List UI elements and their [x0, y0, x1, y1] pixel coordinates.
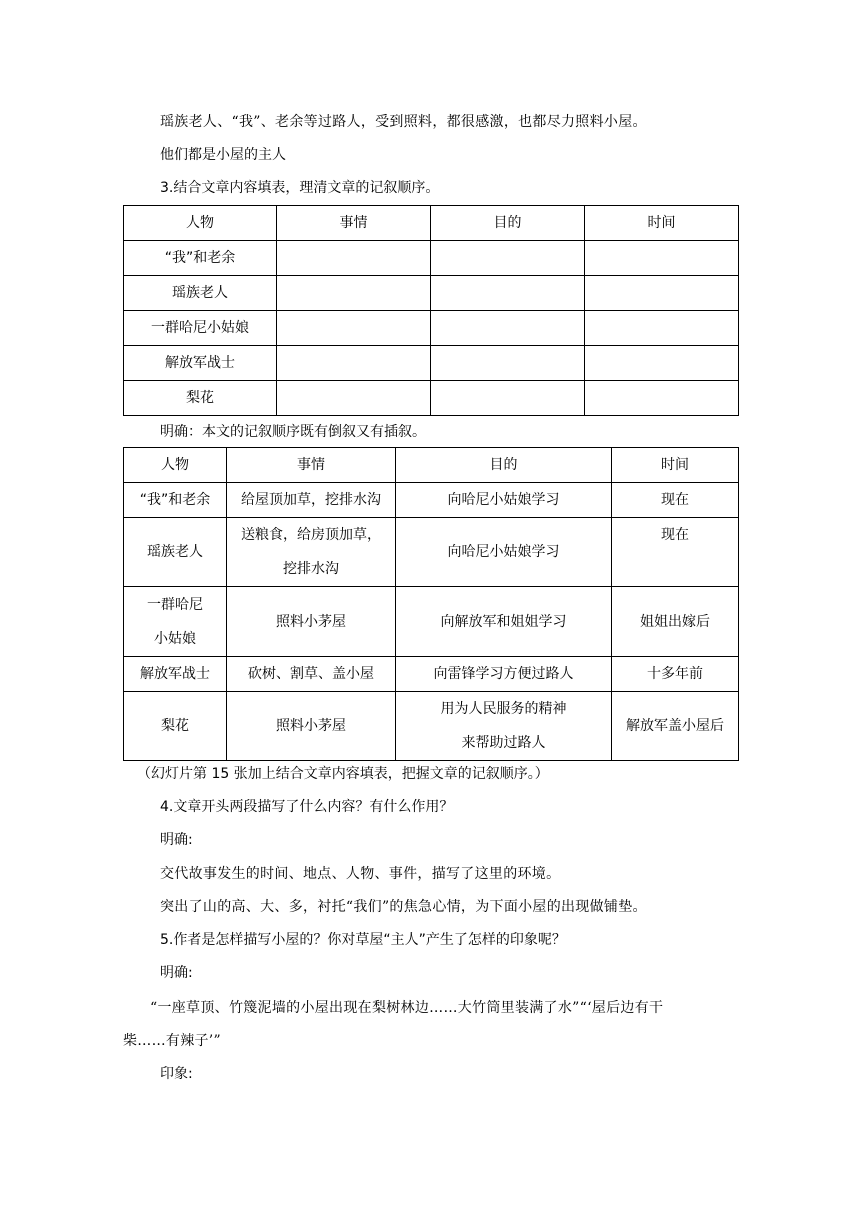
purpose-cell[interactable]: [431, 276, 585, 311]
event-cell[interactable]: [277, 241, 431, 276]
table-header-row: [124, 206, 739, 241]
time-cell[interactable]: [585, 276, 739, 311]
header-cell: 事情: [277, 206, 431, 241]
table-row: [124, 276, 739, 311]
purpose-cell[interactable]: [431, 346, 585, 381]
time-cell[interactable]: [585, 346, 739, 381]
answer-4-line-1: 交代故事发生的时间、地点、人物、事件，描写了这里的环境。: [160, 866, 561, 882]
person-cell: 解放军战士: [124, 346, 277, 381]
person-cell: 梨花: [124, 381, 277, 416]
event-cell: [227, 518, 396, 587]
event-cell[interactable]: [277, 276, 431, 311]
person-cell: 瑶族老人: [124, 276, 277, 311]
header-cell: 人物: [124, 206, 277, 241]
purpose-cell: 向哈尼小姑娘学习: [396, 518, 612, 587]
person-cell: 解放军战士: [124, 657, 227, 692]
event-line: 送粮食，给房顶加草，: [241, 527, 381, 543]
question-3: 3.结合文章内容填表，理清文章的记叙顺序。: [160, 180, 440, 196]
paragraph-2: 他们都是小屋的主人: [160, 147, 286, 163]
header-cell: 时间: [612, 448, 739, 483]
time-cell: 解放军盖小屋后: [612, 692, 739, 761]
table-answers: [123, 447, 739, 761]
person-line: 一群哈尼: [147, 596, 203, 613]
time-cell: 十多年前: [612, 657, 739, 692]
answer-label-4: 明确:: [160, 832, 193, 848]
purpose-cell: 向解放军和姐姐学习: [396, 587, 612, 657]
purpose-cell[interactable]: [431, 311, 585, 346]
header-cell: 时间: [585, 206, 739, 241]
slide-note: （幻灯片第 15 张加上结合文章内容填表，把握文章的记叙顺序。）: [137, 766, 549, 782]
time-cell: 现在: [612, 483, 739, 518]
time-cell[interactable]: [585, 311, 739, 346]
purpose-line: 来帮助过路人: [461, 735, 546, 751]
table-row: [124, 657, 739, 692]
event-cell[interactable]: [277, 311, 431, 346]
event-cell[interactable]: [277, 381, 431, 416]
event-cell: 砍树、割草、盖小屋: [227, 657, 396, 692]
table-row: [124, 241, 739, 276]
paragraph-1: 瑶族老人、“我”、老余等过路人，受到照料，都很感激，也都尽力照料小屋。: [160, 114, 647, 130]
event-cell: 照料小茅屋: [227, 692, 396, 761]
person-cell: “我”和老余: [124, 241, 277, 276]
table-row: [124, 346, 739, 381]
answer-label-5: 明确:: [160, 965, 193, 981]
time-cell[interactable]: [585, 241, 739, 276]
impression-label: 印象:: [160, 1066, 193, 1082]
header-cell: 人物: [124, 448, 227, 483]
table-header-row: [124, 448, 739, 483]
purpose-cell[interactable]: [431, 381, 585, 416]
answer-5-line-2: 柴……有辣子’”: [123, 1033, 222, 1049]
table-row: [124, 518, 739, 587]
time-cell[interactable]: [585, 381, 739, 416]
person-cell: 梨花: [124, 692, 227, 761]
table-blank: [123, 205, 739, 416]
table-row: [124, 311, 739, 346]
event-line: 挖排水沟: [283, 561, 339, 577]
answer-5-line-1: “一座草顶、竹篾泥墙的小屋出现在梨树林边……大竹筒里装满了水”“‘屋后边有干: [150, 1000, 664, 1016]
purpose-cell: [396, 692, 612, 761]
event-cell: 给屋顶加草，挖排水沟: [227, 483, 396, 518]
purpose-cell[interactable]: [431, 241, 585, 276]
question-4: 4.文章开头两段描写了什么内容？有什么作用？: [160, 799, 454, 815]
question-5: 5.作者是怎样描写小屋的？你对草屋“主人”产生了怎样的印象呢？: [160, 932, 566, 948]
person-line: 小姑娘: [154, 630, 196, 647]
header-cell: 目的: [431, 206, 585, 241]
answer-statement-1: 明确：本文的记叙顺序既有倒叙又有插叙。: [160, 424, 426, 440]
person-cell: [124, 587, 227, 657]
header-cell: 目的: [396, 448, 612, 483]
purpose-cell: 向雷锋学习方便过路人: [396, 657, 612, 692]
person-cell: 瑶族老人: [124, 518, 227, 587]
purpose-cell: 向哈尼小姑娘学习: [396, 483, 612, 518]
table-row: [124, 587, 739, 657]
person-cell: “我”和老余: [124, 483, 227, 518]
event-cell: 照料小茅屋: [227, 587, 396, 657]
answer-4-line-2: 突出了山的高、大、多，衬托“我们”的焦急心情，为下面小屋的出现做铺垫。: [160, 899, 647, 915]
purpose-line: 用为人民服务的精神: [440, 701, 567, 717]
table-row: [124, 483, 739, 518]
header-cell: 事情: [227, 448, 396, 483]
time-cell: 姐姐出嫁后: [612, 587, 739, 657]
event-cell[interactable]: [277, 346, 431, 381]
person-cell: 一群哈尼小姑娘: [124, 311, 277, 346]
time-cell: 现在: [612, 518, 739, 587]
table-row: [124, 381, 739, 416]
table-row: [124, 692, 739, 761]
